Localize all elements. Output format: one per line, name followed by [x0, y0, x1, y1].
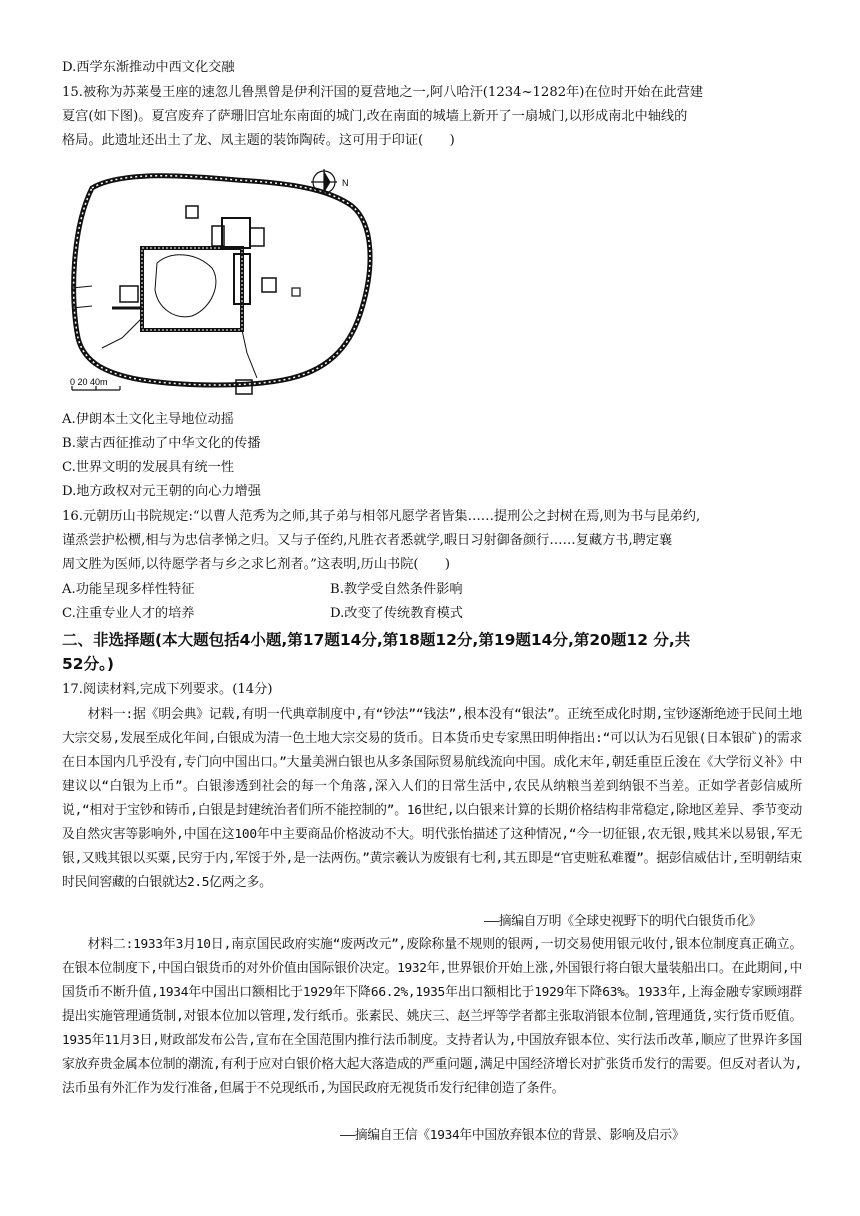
material-1-text: 材料一:据《明会典》记载,有明一代典章制度中,有“钞法”“钱法”,根本没有“银法”。正统至成化时期,宝钞逐渐绝迹于民间土地大宗交易,发展至成化年间,白银成为清一色土地大宗交易的货币。日本货币史专家黑田明伸指出:“可以认为石见银(日本银矿)的需求在日本国内几乎没有,专门向中国出口。”大量美洲白银也从多条国际贸易航线流向中国。成化末年,朝廷重臣丘浚在《大学衍义补》中建议以“白银为上币”。白银渗透到社会的每一个角落,深入人们的日常生活中,农民从纳粮当差到纳银不当差。正如学者彭信威所说,“相对于宝钞和铸币,白银是封建统治者们所不能控制的”。16世纪,以白银来计算的长期价格结构非常稳定,除地区差异、季节变动及自然灾害等影响外,中国在这100年中主要商品价格波动不大。明代张怡描述了这种情况,“今一切征银,农无银,贱其米以易银,军无银,又贱其银以买粟,民穷于内,军馁于外,是一法两伤。”黄宗羲认为废银有七利,其五即是“官吏赃私难覆”。据彭信威估计,至明朝结束时民间窖藏的白银就达2.5亿两之多。	[62, 707, 802, 890]
q15-stem-line-2: 夏宫(如下图)。夏宫废弃了萨珊旧宫址东南面的城门,改在南面的城墙上新开了一扇城门,以形成南北中轴线的	[62, 109, 688, 124]
q15-option-c: C.世界文明的发展具有统一性	[62, 460, 235, 475]
section-2-heading-line-2: 52分。)	[62, 655, 114, 673]
north-label: N	[342, 178, 349, 188]
q16-option-c: C.注重专业人才的培养	[62, 606, 195, 621]
material-2-text: 材料二:1933年3月10日,南京国民政府实施“废两改元”,废除称量不规则的银两,一切交易使用银元收付,银本位制度真正确立。在银本位制度下,中国白银货币的对外价值由国际银价决定。1932年,世界银价开始上涨,外国银行将白银大量装船出口。在此期间,中国货币不断升值,1934年中国出口额相比于1929年下降66.2%,1935年出口额相比于1929年下降63%。1933年,上海金融专家顾翊群提出实施管理通货制,对银本位加以管理,发行纸币。张素民、姚庆三、赵兰坪等学者都主张取消银本位制,管理通货,实行货币贬值。1935年11月3日,财政部发布公告,宣布在全国范围内推行法币制度。支持者认为,中国放弃银本位、实行法币改革,顺应了世界许多国家放弃贵金属本位制的潮流,有利于应对白银价格大起大落造成的严重问题,满足中国经济增长对扩张货币发行的需要。但反对者认为,法币虽有外汇作为发行准备,但属于不兑现纸币,为国民政府无视货币发行纪律创造了条件。	[62, 937, 802, 1096]
q14-option-d: D.西学东渐推动中西文化交融	[62, 60, 235, 75]
q16-stem-line-2: 谨烝尝护松槚,相与为忠信孝悌之归。又与子侄约,凡胜衣者悉就学,暇日习射御备颜行……复藏方书,聘定襄	[62, 533, 673, 548]
q17-material-1	[62, 703, 802, 895]
q15-option-a: A.伊朗本土文化主导地位动摇	[62, 412, 234, 427]
outer-city-wall	[74, 176, 370, 385]
scale-label: 0 20 40m	[70, 377, 108, 387]
palace-compound	[72, 206, 300, 394]
q16-option-a: A.功能呈现多样性特征	[62, 582, 195, 597]
material-2-source: ——摘编自王信《1934年中国放弃银本位的背景、影响及启示》	[340, 1128, 685, 1143]
section-2-heading-line-1: 二、非选择题(本大题包括4小题,第17题14分,第18题12分,第19题14分,第20题12 分,共	[62, 631, 691, 649]
q17-stem: 17.阅读材料,完成下列要求。(14分)	[62, 682, 273, 697]
q15-stem-line-1: 15.被称为苏莱曼王座的速忽儿鲁黑曾是伊利汗国的夏营地之一,阿八哈汗(1234~1282年)在位时开始在此营建	[62, 85, 704, 100]
q16-option-b: B.教学受自然条件影响	[330, 582, 463, 597]
q16-option-d: D.改变了传统教育模式	[330, 606, 463, 621]
q15-option-d: D.地方政权对元王朝的向心力增强	[62, 484, 261, 499]
q17-material-2	[62, 933, 802, 1101]
q16-stem-line-3: 周文胜为医师,以待愿学者与乡之求匕剂者。”这表明,历山书院( )	[62, 557, 451, 572]
q15-option-b: B.蒙古西征推动了中华文化的传播	[62, 436, 261, 451]
q15-stem-line-3: 格局。此遗址还出土了龙、凤主题的装饰陶砖。这可用于印证( )	[62, 133, 455, 148]
q16-stem-line-1: 16.元朝历山书院规定:“以曹人范秀为之师,其子弟与相邻凡愿学者皆集……提刑公之封树在焉,则为书与昆弟约,	[62, 509, 701, 524]
material-1-source: ——摘编自万明《全球史视野下的明代白银货币化》	[484, 914, 762, 929]
palace-site-map	[62, 158, 392, 398]
